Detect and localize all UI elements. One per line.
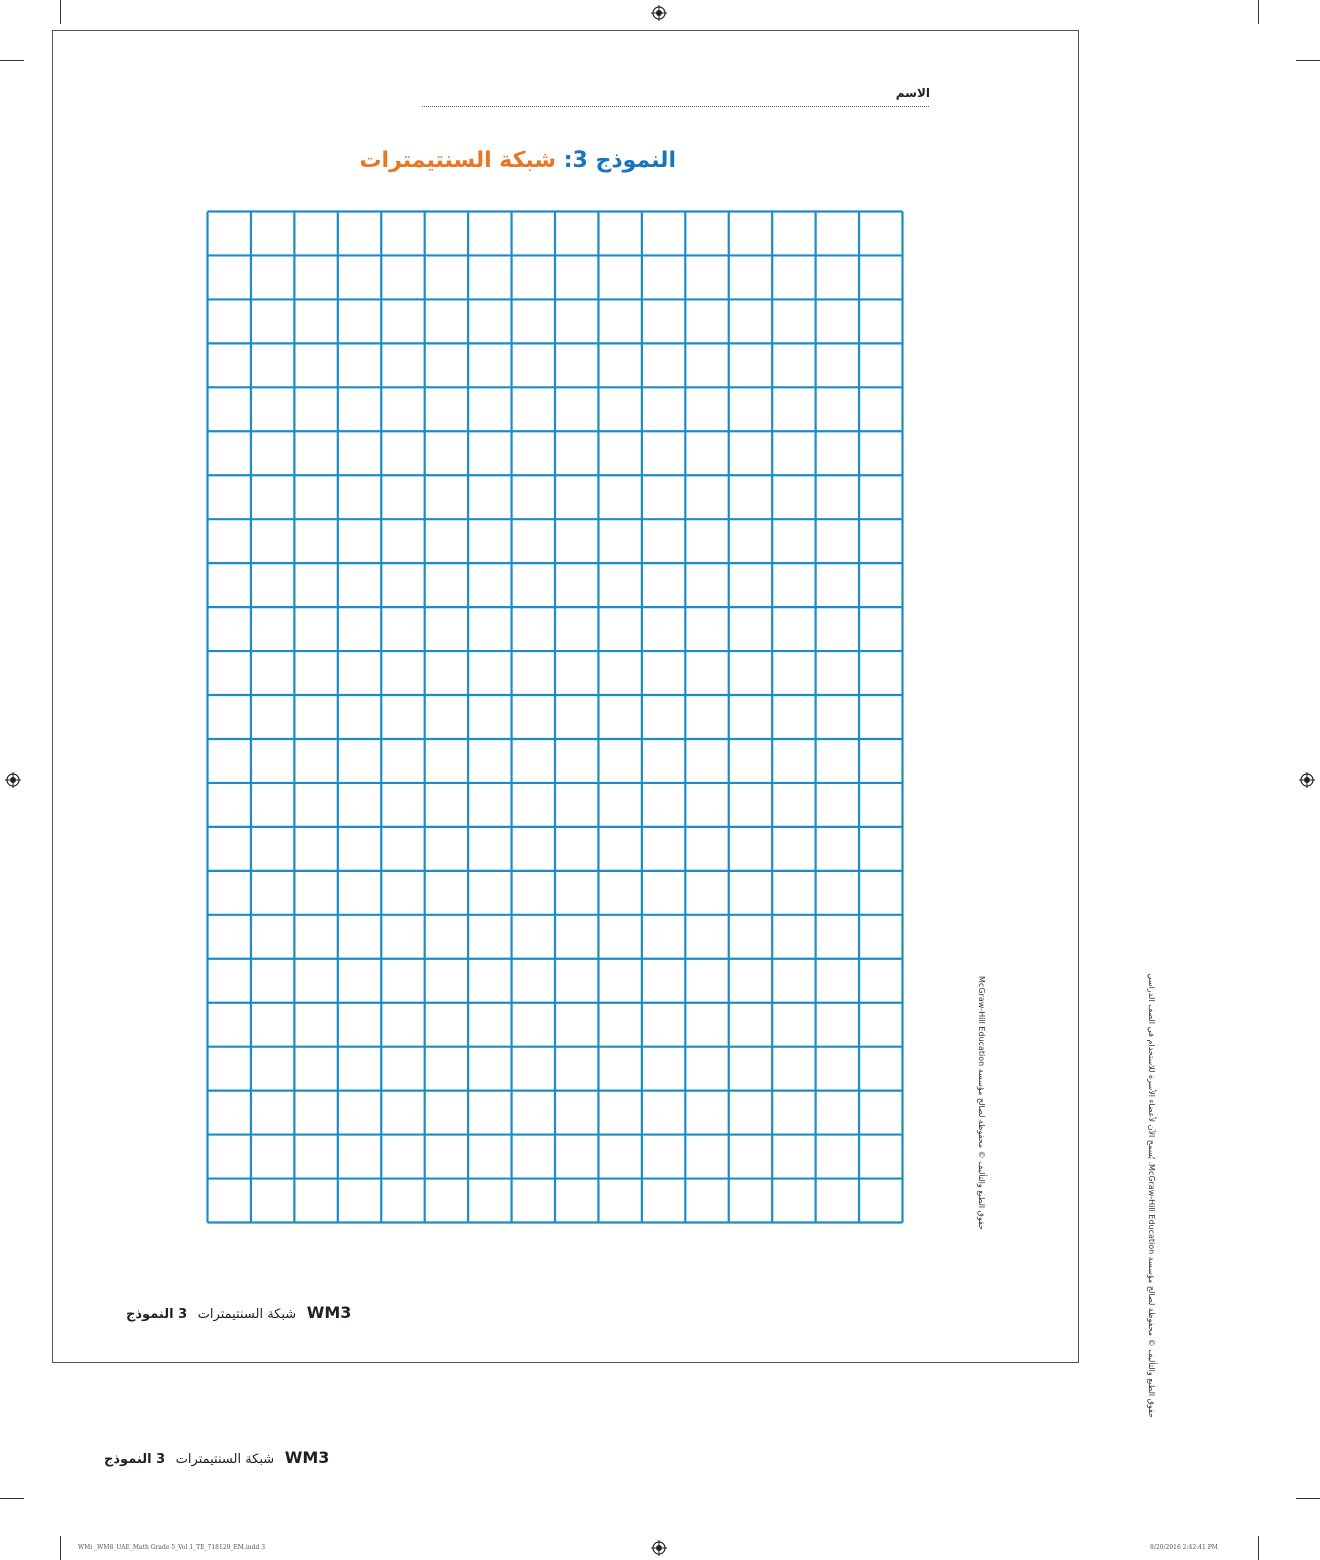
crop-mark <box>0 1498 24 1499</box>
page-title <box>359 148 676 173</box>
crop-mark <box>1296 1498 1320 1499</box>
footer-prefix: النموذج <box>126 1307 174 1322</box>
footer-prefix: النموذج <box>104 1452 152 1467</box>
copyright-outer: حقوق الطبع والتأليف © محفوظة لصالح مؤسسة McGraw-Hill Education. يُسمح الآن لأعضاء الأسرة للاستخدام في الصف الدراسي <box>1147 973 1156 1418</box>
slug-file: WMi _WM8_UAE_Math Grade 5_Vol 1_TE_718129_EM.indd 3 <box>78 1544 266 1551</box>
crop-mark <box>1296 60 1320 61</box>
registration-mark-icon <box>5 772 21 788</box>
footer-number: 3 <box>178 1307 188 1322</box>
crop-mark <box>1258 0 1259 24</box>
name-label: الاسم <box>895 86 930 100</box>
crop-mark <box>1258 1536 1259 1560</box>
footer-inner <box>126 1303 351 1322</box>
footer-label: شبكة السنتيمترات <box>197 1307 297 1322</box>
registration-mark-icon <box>651 1540 667 1556</box>
footer-outer <box>104 1448 329 1467</box>
name-line[interactable] <box>422 106 929 107</box>
crop-mark <box>60 1536 61 1560</box>
footer-code: WM3 <box>306 1303 352 1322</box>
registration-mark-icon <box>651 5 667 21</box>
title-text: شبكة السنتيمترات <box>359 148 557 173</box>
title-number: 3: <box>563 148 588 173</box>
crop-mark <box>60 0 61 24</box>
centimeter-grid <box>206 210 904 1224</box>
footer-code: WM3 <box>284 1448 330 1467</box>
footer-label: شبكة السنتيمترات <box>175 1452 275 1467</box>
registration-mark-icon <box>1299 772 1315 788</box>
crop-mark <box>0 60 24 61</box>
footer-number: 3 <box>156 1452 166 1467</box>
title-prefix: النموذج <box>595 148 676 173</box>
slug-timestamp: 8/20/2016 2:42:41 PM <box>1150 1544 1218 1551</box>
copyright-inner: حقوق الطبع والتأليف © محفوظة لصالح مؤسسة McGraw-Hill Education <box>977 976 986 1230</box>
